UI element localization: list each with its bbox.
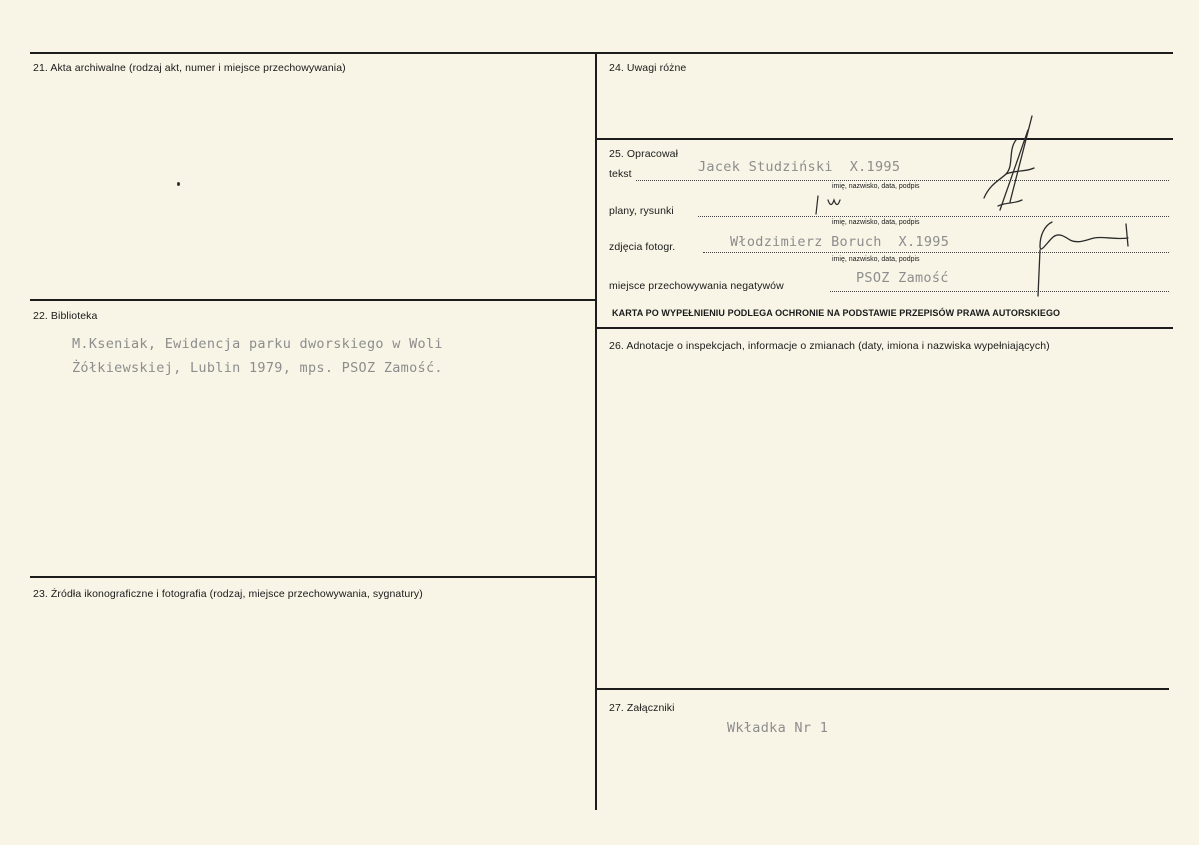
field-tekst-label: tekst <box>609 168 632 180</box>
section-23-label: 23. Źródła ikonograficzne i fotografia (rodzaj, miejsce przechowywania, sygnatury) <box>33 588 423 600</box>
rule-22-23 <box>30 576 595 578</box>
section-27-label: 27. Załączniki <box>609 702 675 714</box>
signature-zdjecia <box>1030 218 1140 298</box>
signature-plany <box>812 192 852 222</box>
library-entry-line-1: M.Kseniak, Ewidencja parku dworskiego w Woli <box>72 336 443 352</box>
field-tekst-value: Jacek Studziński X.1995 <box>698 159 901 175</box>
library-entry-line-2: Żółkiewskiej, Lublin 1979, mps. PSOZ Zamość. <box>72 360 443 376</box>
field-tekst-line <box>636 180 1169 181</box>
ink-speck <box>177 182 180 186</box>
section-25-label: 25. Opracował <box>609 148 679 160</box>
rule-24-25 <box>597 138 1173 140</box>
signature-tekst <box>970 110 1050 220</box>
field-plany-line <box>698 216 1169 217</box>
rule-25-26 <box>597 327 1173 329</box>
copyright-notice: KARTA PO WYPEŁNIENIU PODLEGA OCHRONIE NA PODSTAWIE PRZEPISÓW PRAWA AUTORSKIEGO <box>612 308 1061 318</box>
center-divider <box>595 52 597 810</box>
field-tekst-hint: imię, nazwisko, data, podpis <box>832 183 920 190</box>
attachment-value: Wkładka Nr 1 <box>727 720 829 736</box>
section-22-label: 22. Biblioteka <box>33 310 98 322</box>
top-rule <box>30 52 1173 54</box>
field-zdjecia-label: zdjęcia fotogr. <box>609 241 676 253</box>
field-zdjecia-hint: imię, nazwisko, data, podpis <box>832 256 920 263</box>
rule-26-27 <box>597 688 1169 690</box>
rule-21-22 <box>30 299 595 301</box>
field-plany-hint: imię, nazwisko, data, podpis <box>832 219 920 226</box>
section-26-label: 26. Adnotacje o inspekcjach, informacje o zmianach (daty, imiona i nazwiska wypełniających) <box>609 340 1050 352</box>
field-zdjecia-value: Włodzimierz Boruch X.1995 <box>730 234 950 250</box>
section-24-label: 24. Uwagi różne <box>609 62 687 74</box>
section-21-label: 21. Akta archiwalne (rodzaj akt, numer i miejsce przechowywania) <box>33 62 346 74</box>
field-negatywy-label: miejsce przechowywania negatywów <box>609 280 784 292</box>
field-plany-label: plany, rysunki <box>609 205 674 217</box>
field-negatywy-value: PSOZ Zamość <box>856 270 949 286</box>
